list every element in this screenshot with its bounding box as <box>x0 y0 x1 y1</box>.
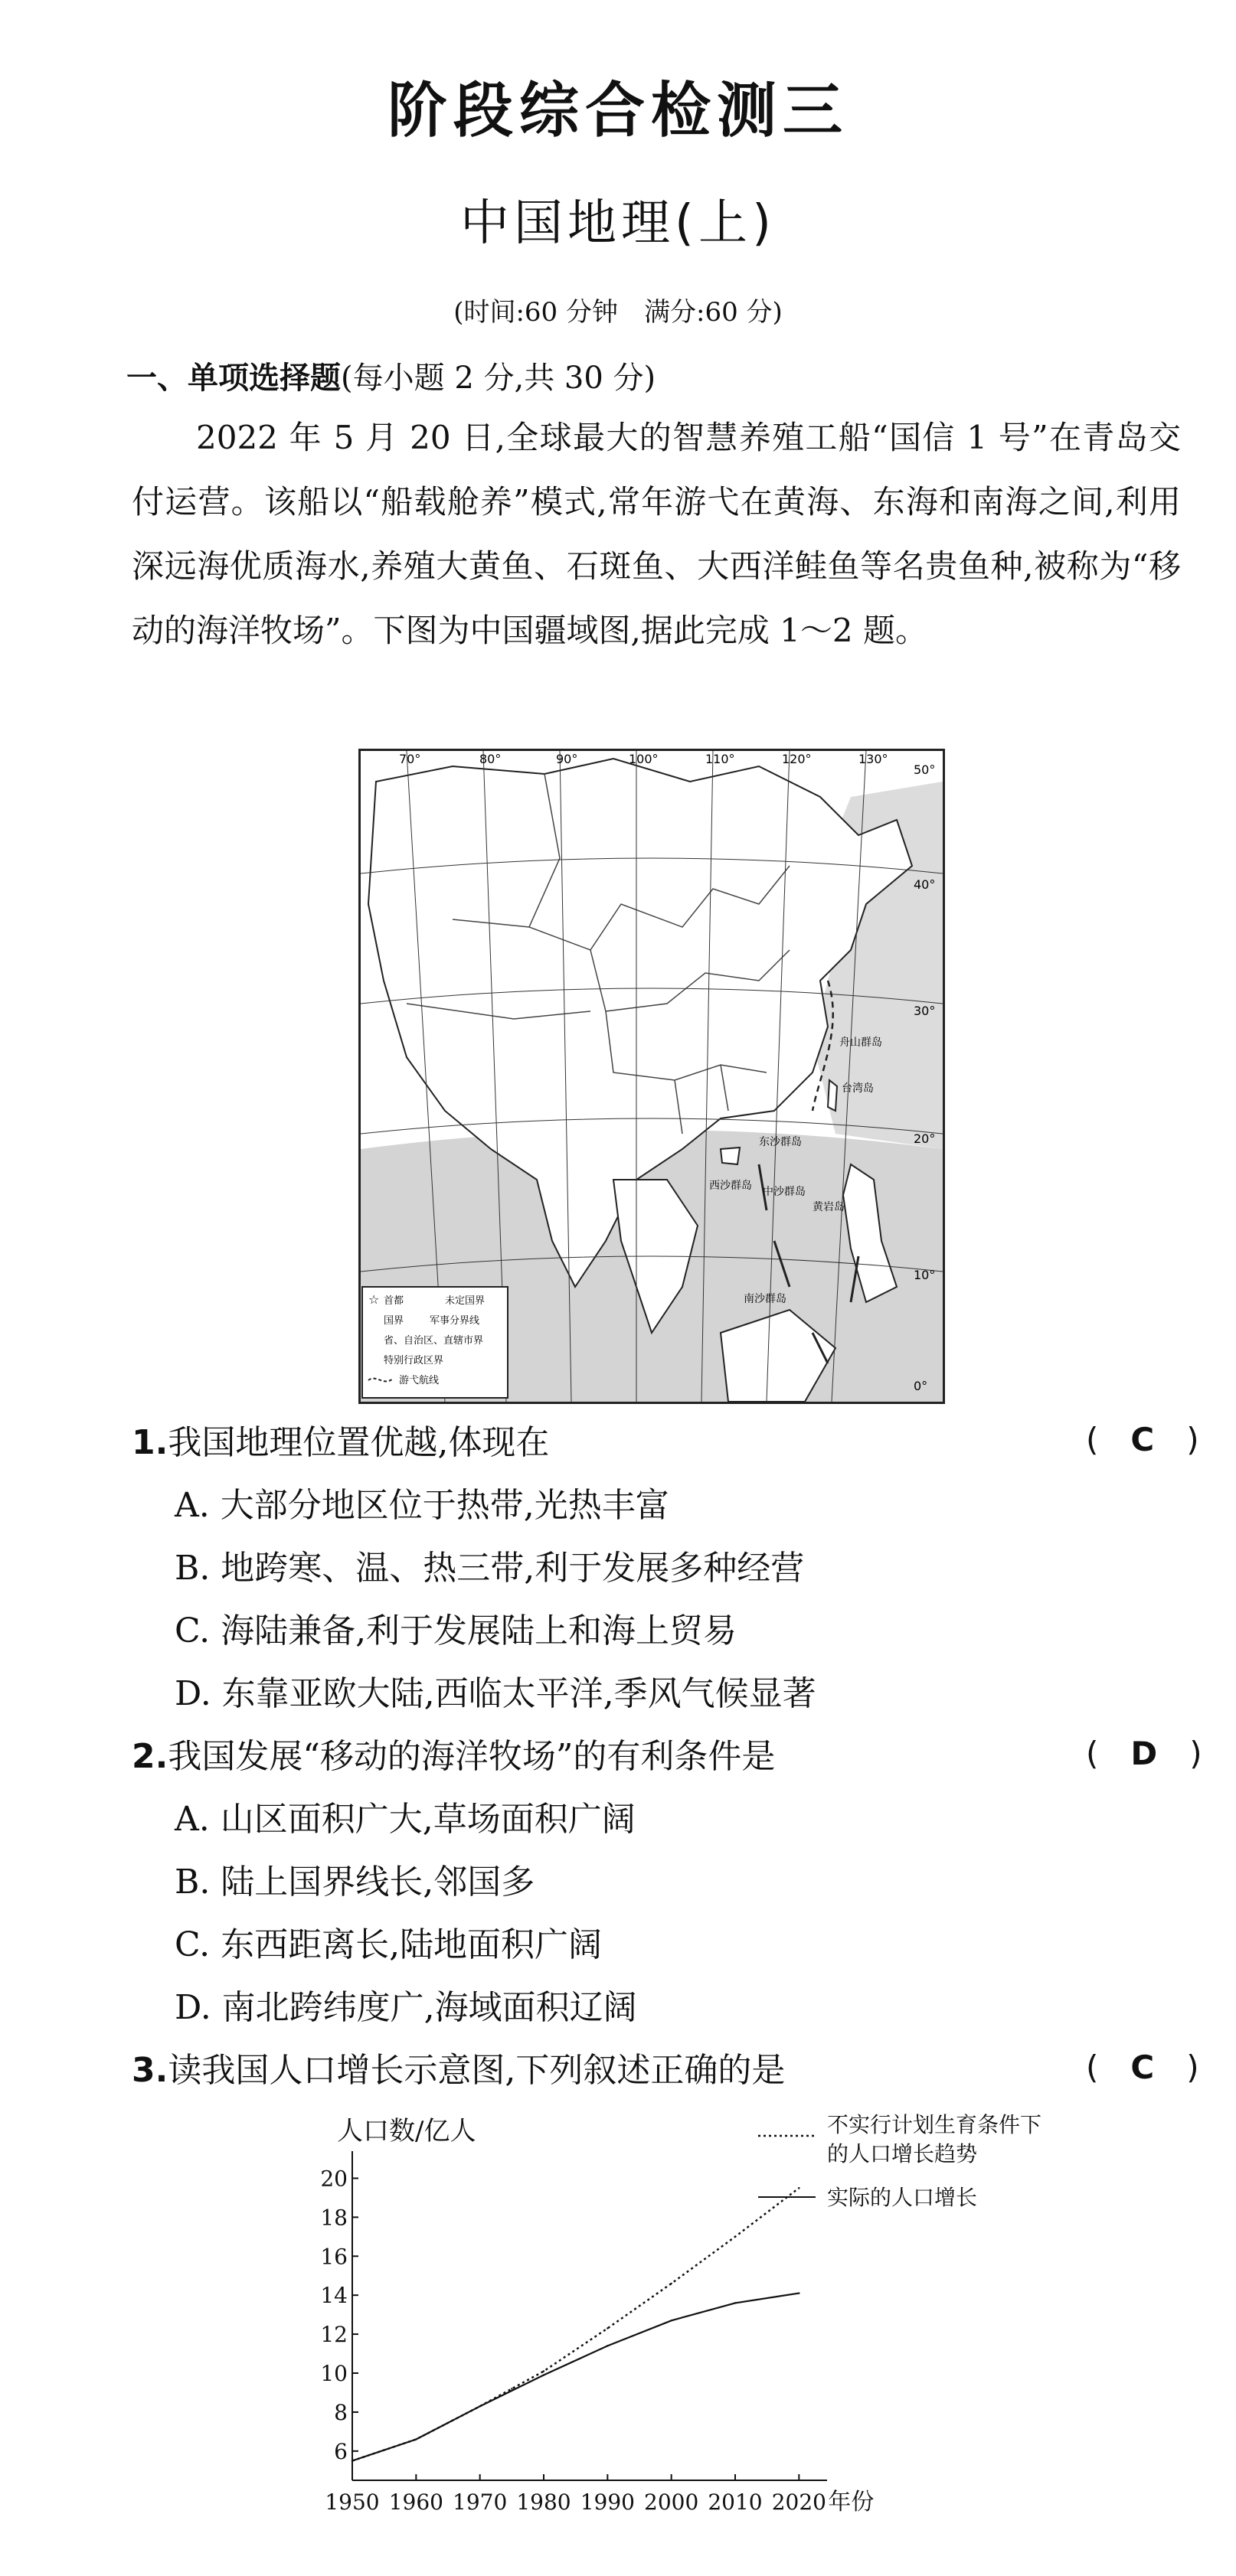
section-heading-note: (每小题 2 分,共 30 分) <box>341 361 656 396</box>
y-axis-label: 人口数/亿人 <box>337 2116 476 2147</box>
answer-letter: C <box>1130 2049 1155 2086</box>
place-label-nansha: 南沙群岛 <box>744 1293 786 1305</box>
series-point-0 <box>734 2236 736 2238</box>
series-point-1 <box>543 2374 544 2375</box>
taiwan-island <box>828 1080 837 1111</box>
answer-letter: C <box>1130 1421 1155 1458</box>
lon-label: 80° <box>479 752 502 766</box>
legend-label: 的人口增长趋势 <box>827 2141 978 2166</box>
series-point-0 <box>670 2283 672 2284</box>
x-tick-label: 1980 <box>516 2489 571 2515</box>
answer-letter: D <box>1130 1735 1158 1772</box>
series-point-1 <box>734 2302 736 2303</box>
series-point-1 <box>352 2460 353 2461</box>
lon-label: 110° <box>705 752 735 766</box>
answer-1: ( C ) <box>1086 1421 1199 1458</box>
place-label-huangyan: 黄岩岛 <box>813 1201 845 1213</box>
place-label-zhongsha: 中沙群岛 <box>763 1186 806 1198</box>
y-tick-label: 10 <box>320 2361 348 2386</box>
lat-label: 10° <box>914 1268 936 1282</box>
series-point-0 <box>511 2388 512 2389</box>
x-axis-label: 年份 <box>828 2489 875 2515</box>
series-point-0 <box>798 2187 799 2189</box>
legend-label: 不实行计划生育条件下 <box>827 2112 1042 2137</box>
section-heading-label: 一、单项选择题 <box>126 361 341 396</box>
option: C. 东西距离长,陆地面积广阔 <box>175 1925 603 1964</box>
legend-item: 特别行政区界 <box>384 1355 444 1366</box>
hainan-island <box>721 1148 740 1164</box>
series-point-1 <box>670 2320 672 2321</box>
population-growth-chart <box>306 2101 1149 2515</box>
reading-passage: 2022 年 5 月 20 日,全球最大的智慧养殖工船“国信 1 号”在青岛交付运营。该船以“船载舱养”模式,常年游弋在黄海、东海和南海之间,利用深远海优质海水,养殖大黄鱼、石斑鱼、大西洋鲑鱼等名贵鱼种,被称为“移动的海洋牧场”。下图为中国疆域图,据此完成 1～2 题。 <box>132 419 1181 649</box>
lat-label: 20° <box>914 1131 936 1146</box>
option: B. 地跨寒、温、热三带,利于发展多种经营 <box>175 1549 805 1588</box>
question-number: 1. <box>132 1423 168 1462</box>
x-tick-label: 1970 <box>453 2489 508 2515</box>
legend-item: 军事分界线 <box>430 1315 480 1327</box>
lat-label: 40° <box>914 877 936 892</box>
series-point-1 <box>798 2292 799 2294</box>
series-point-1 <box>415 2438 417 2440</box>
y-tick-label: 16 <box>320 2244 348 2270</box>
place-label-dongsha: 东沙群岛 <box>759 1136 802 1148</box>
y-tick-label: 14 <box>320 2283 348 2309</box>
y-tick-label: 20 <box>320 2166 348 2192</box>
question-stem: 我国地理位置优越,体现在 <box>168 1423 550 1462</box>
series-point-0 <box>607 2327 608 2329</box>
x-tick-label: 2020 <box>771 2489 826 2515</box>
section-heading <box>126 354 656 397</box>
x-tick-label: 1960 <box>388 2489 443 2515</box>
option: D. 东靠亚欧大陆,西临太平洋,季风气候显著 <box>175 1674 816 1713</box>
x-tick-label: 2000 <box>644 2489 699 2515</box>
place-label-xisha: 西沙群岛 <box>709 1180 752 1192</box>
question-stem: 读我国人口增长示意图,下列叙述正确的是 <box>168 2051 786 2090</box>
page-title: 阶段综合检测三 <box>387 77 849 145</box>
legend-label: 实际的人口增长 <box>827 2185 978 2210</box>
x-tick-label: 2010 <box>708 2489 763 2515</box>
x-tick-label: 1950 <box>325 2489 380 2515</box>
option: A. 山区面积广大,草场面积广阔 <box>175 1800 636 1839</box>
series-point-1 <box>607 2345 608 2346</box>
lon-label: 130° <box>858 752 888 766</box>
lon-label: 120° <box>782 752 812 766</box>
option: B. 陆上国界线长,邻国多 <box>175 1863 535 1902</box>
series-line-1 <box>352 2294 799 2461</box>
legend-item: 游弋航线 <box>399 1375 440 1386</box>
lat-label: 30° <box>914 1004 936 1018</box>
series-point-1 <box>479 2405 480 2407</box>
place-label-taiwan: 台湾岛 <box>842 1082 874 1095</box>
question-2 <box>132 1729 775 1778</box>
lon-label: 90° <box>556 752 578 766</box>
answer-2: ( D ) <box>1086 1735 1202 1772</box>
option: C. 海陆兼备,利于发展陆上和海上贸易 <box>175 1611 737 1650</box>
series-line-0 <box>352 2188 799 2460</box>
legend-item: 省、自治区、直辖市界 <box>384 1335 484 1347</box>
y-tick-label: 12 <box>320 2322 348 2348</box>
china-territory-map <box>358 749 945 1404</box>
option: A. 大部分地区位于热带,光热丰富 <box>175 1486 669 1525</box>
legend-item: 首都 <box>384 1295 404 1307</box>
place-label-zhoushan: 舟山群岛 <box>839 1037 882 1049</box>
y-tick-label: 6 <box>334 2438 348 2464</box>
question-number: 3. <box>132 2051 168 2090</box>
page-subtitle: 中国地理(上) <box>460 195 776 252</box>
y-tick-label: 18 <box>320 2205 348 2231</box>
y-tick-label: 8 <box>334 2399 348 2425</box>
time-info: (时间:60 分钟 满分:60 分) <box>453 297 783 328</box>
map-legend <box>362 1287 508 1398</box>
option: D. 南北跨纬度广,海域面积辽阔 <box>175 1988 637 2027</box>
answer-3: ( C ) <box>1086 2049 1199 2086</box>
legend-item: 未定国界 <box>445 1295 486 1307</box>
legend-capital-icon: ☆ <box>368 1292 380 1307</box>
question-3 <box>132 2042 785 2091</box>
map-svg <box>361 751 943 1402</box>
question-1 <box>132 1415 549 1464</box>
question-stem: 我国发展“移动的海洋牧场”的有利条件是 <box>168 1737 776 1776</box>
legend-item: 国界 <box>384 1315 404 1327</box>
lon-label: 70° <box>399 752 421 766</box>
question-number: 2. <box>132 1737 168 1776</box>
series-point-0 <box>543 2370 544 2372</box>
lat-label: 0° <box>914 1379 928 1393</box>
lat-label: 50° <box>914 762 936 777</box>
lon-label: 100° <box>629 752 659 766</box>
x-tick-label: 1990 <box>580 2489 635 2515</box>
